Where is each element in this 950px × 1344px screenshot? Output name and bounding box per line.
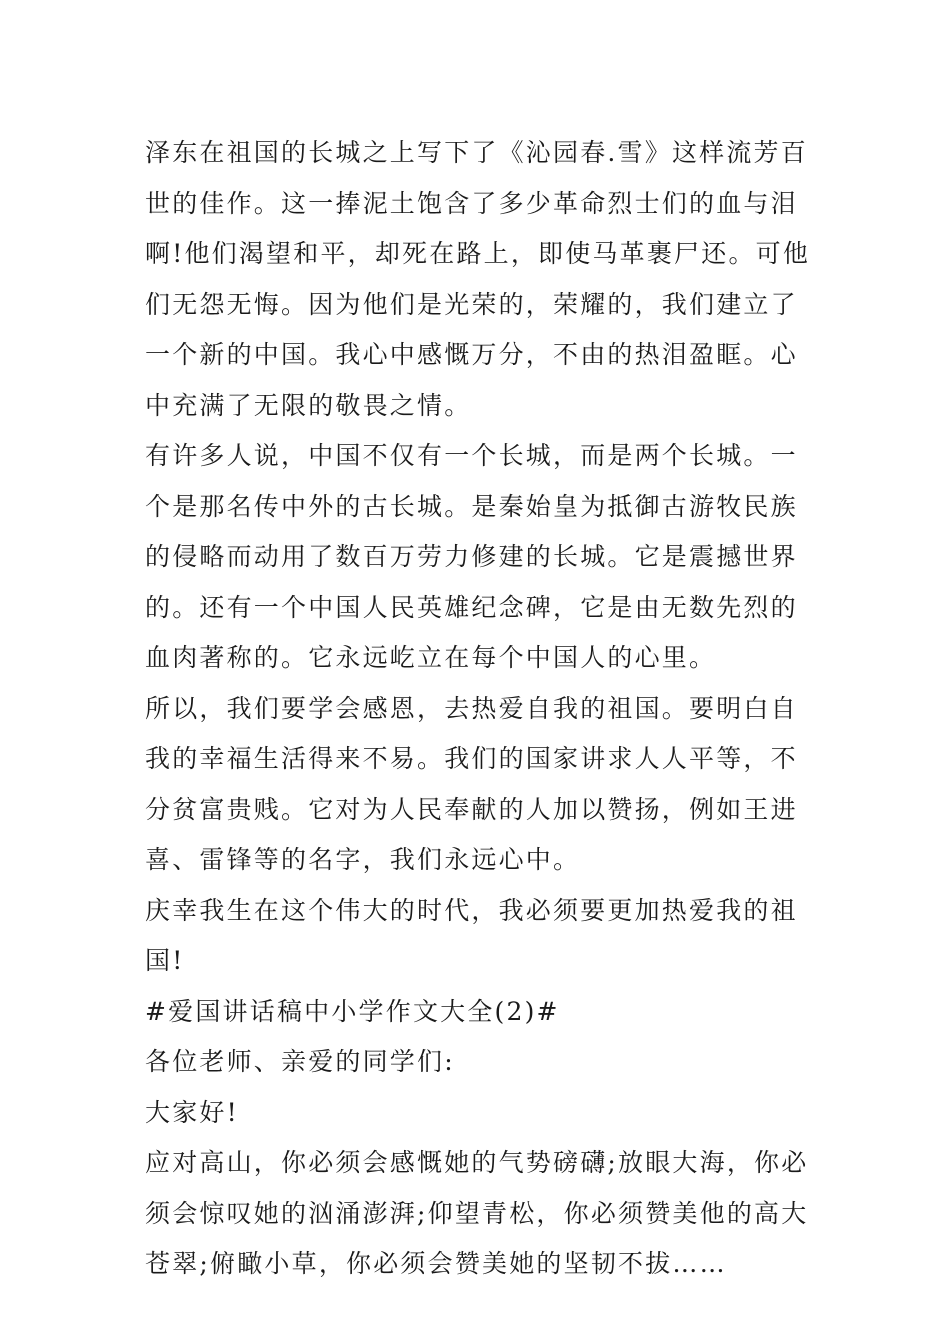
greeting: 大家好! bbox=[145, 1097, 239, 1127]
paragraph-mountains-and-sea: 应对高山，你必须会感慨她的气势磅礴;放眼大海，你必须会惊叹她的汹涌澎湃;仰望青松，你必须赞美他的高大苍翠;俯瞰小草，你必须会赞美她的坚韧不拔…… bbox=[145, 1148, 809, 1278]
paragraph-long-wall-poem: 泽东在祖国的长城之上写下了《沁园春.雪》这样流芳百世的佳作。这一捧泥土饱含了多少革命烈士们的血与泪啊!他们渴望和平，却死在路上，即使马革裹尸还。可他们无怨无悔。因为他们是光荣的，荣耀的，我们建立了一个新的中国。我心中感慨万分，不由的热泪盈眶。心中充满了无限的敬畏之情。 bbox=[145, 138, 811, 420]
paragraph-gratitude: 所以，我们要学会感恩，去热爱自我的祖国。要明白自我的幸福生活得来不易。我们的国家讲求人人平等，不分贫富贵贱。它对为人民奉献的人加以赞扬，例如王进喜、雷锋等的名字，我们永远心中。 bbox=[145, 693, 798, 874]
document-body bbox=[145, 128, 815, 1290]
salutation: 各位老师、亲爱的同学们: bbox=[145, 1047, 455, 1076]
paragraph-two-great-walls: 有许多人说，中国不仅有一个长城，而是两个长城。一个是那名传中外的古长城。是秦始皇为抵御古游牧民族的侵略而动用了数百万劳力修建的长城。它是震撼世界的。还有一个中国人民英雄纪念碑，它是由无数先烈的血肉著称的。它永远屹立在每个中国人的心里。 bbox=[145, 441, 798, 672]
paragraph-fortunate-era: 庆幸我生在这个伟大的时代，我必须要更加热爱我的祖国! bbox=[145, 895, 798, 975]
section-heading: #爱国讲话稿中小学作文大全(2)# bbox=[145, 996, 560, 1026]
